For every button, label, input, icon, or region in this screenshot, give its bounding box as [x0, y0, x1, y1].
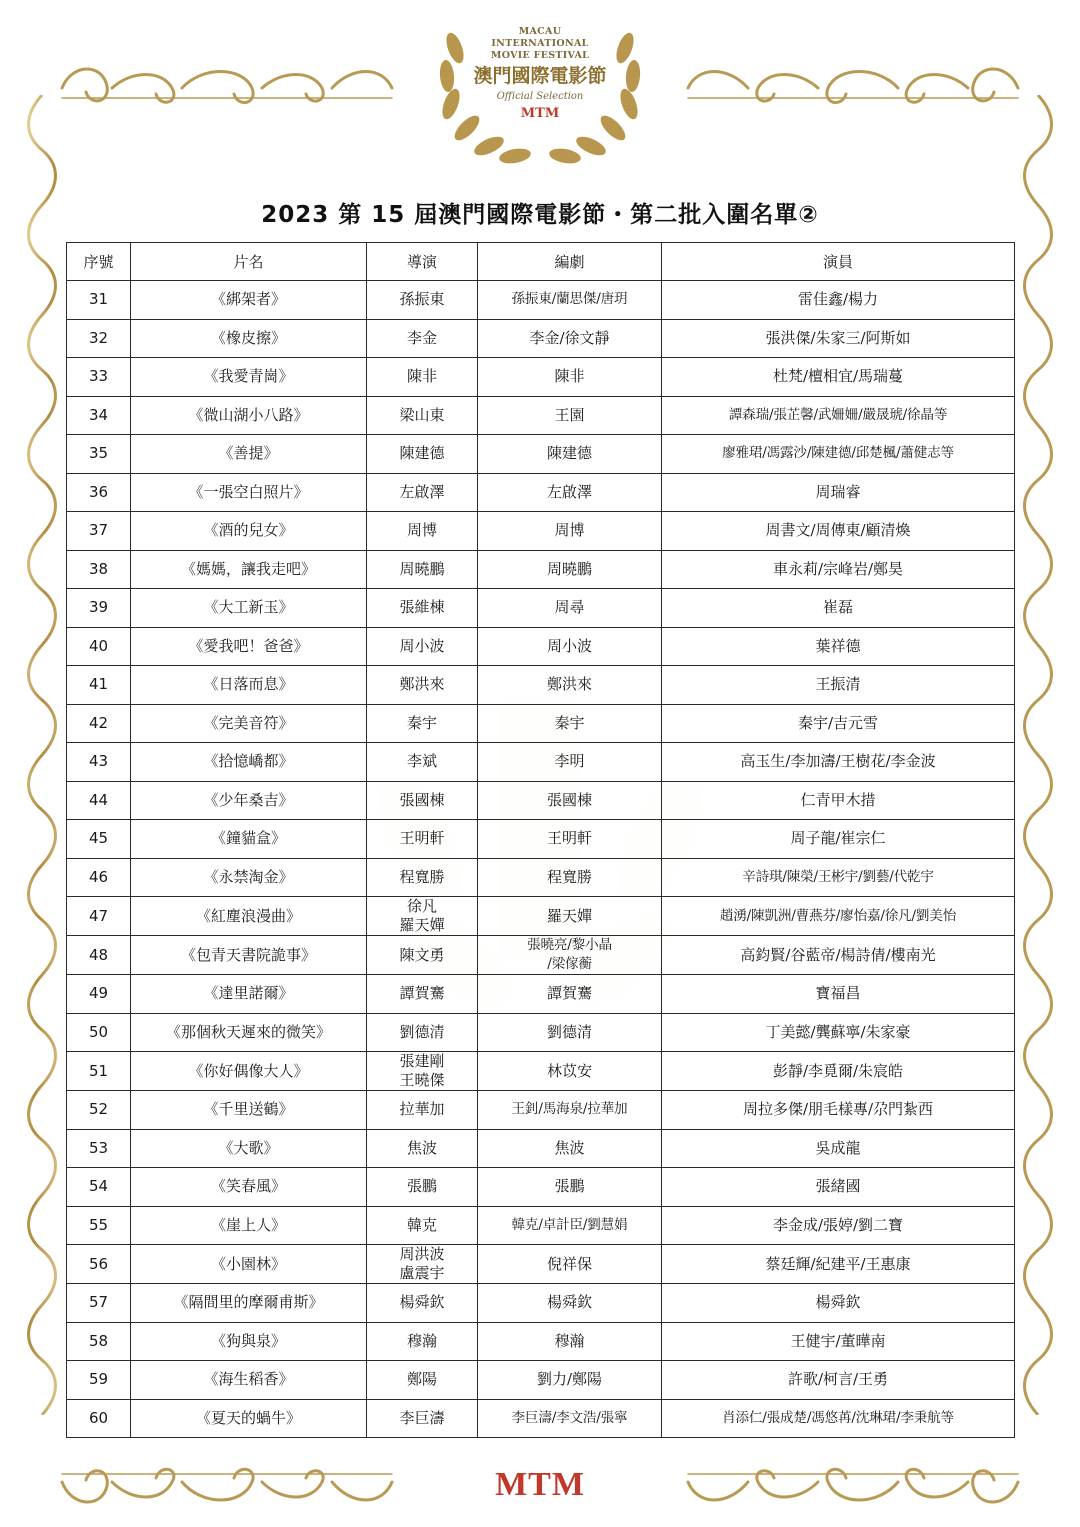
cell-cast: 葉祥德 [662, 627, 1015, 666]
table-row [67, 512, 1015, 551]
festival-name-en-1: MACAU [518, 26, 562, 37]
cell-cast: 高鈞賢/谷藍帝/楊詩倩/樓南光 [662, 936, 1015, 975]
cell-cast: 仁青甲木措 [662, 781, 1015, 820]
cell-director: 張國棟 [367, 781, 478, 820]
cell-director: 左啟澤 [367, 473, 478, 512]
cell-cast: 周子龍/崔宗仁 [662, 820, 1015, 859]
cell-title: 《崖上人》 [131, 1206, 367, 1245]
table-row [67, 1052, 1015, 1091]
cell-writer: 張鵬 [478, 1168, 662, 1207]
cell-director: 拉華加 [367, 1091, 478, 1130]
table-row [67, 550, 1015, 589]
cell-title: 《千里送鶴》 [131, 1091, 367, 1130]
table-row [67, 1168, 1015, 1207]
cell-writer: 王園 [478, 396, 662, 435]
cell-title: 《永禁淘金》 [131, 858, 367, 897]
cell-number: 47 [67, 897, 131, 936]
cell-writer: 孫振東/蘭思傑/唐玥 [478, 281, 662, 320]
cell-cast: 周瑞睿 [662, 473, 1015, 512]
cell-title: 《愛我吧！爸爸》 [131, 627, 367, 666]
cell-title: 《海生稻香》 [131, 1361, 367, 1400]
header-title: 片名 [131, 243, 367, 281]
cell-number: 54 [67, 1168, 131, 1207]
table-row [67, 666, 1015, 705]
cell-writer: 左啟澤 [478, 473, 662, 512]
cell-title: 《達里諾爾》 [131, 975, 367, 1014]
selection-table [66, 242, 1015, 1438]
cell-cast: 丁美懿/龔蘇寧/朱家豪 [662, 1013, 1015, 1052]
cell-writer: 林苡安 [478, 1052, 662, 1091]
cell-director: 王明軒 [367, 820, 478, 859]
cell-director: 陳建德 [367, 435, 478, 474]
cell-cast: 崔磊 [662, 589, 1015, 628]
table-row [67, 396, 1015, 435]
cell-director: 秦宇 [367, 704, 478, 743]
cell-cast: 雷佳鑫/楊力 [662, 281, 1015, 320]
cell-director: 李巨濤 [367, 1399, 478, 1438]
cell-title: 《少年桑吉》 [131, 781, 367, 820]
cell-director: 張建剛 王曉傑 [367, 1052, 478, 1091]
cell-number: 36 [67, 473, 131, 512]
table-row [67, 1399, 1015, 1438]
table-body [67, 281, 1015, 1438]
cell-writer: 譚賀騫 [478, 975, 662, 1014]
cell-writer: 程寬勝 [478, 858, 662, 897]
cell-number: 40 [67, 627, 131, 666]
cell-writer: 秦宇 [478, 704, 662, 743]
table-row [67, 1361, 1015, 1400]
cell-director: 周小波 [367, 627, 478, 666]
cell-director: 鄭洪來 [367, 666, 478, 705]
cell-title: 《那個秋天遲來的微笑》 [131, 1013, 367, 1052]
right-ornament-border [1018, 95, 1058, 1415]
header-cast: 演員 [662, 243, 1015, 281]
cell-writer: 倪祥保 [478, 1245, 662, 1284]
table-row [67, 281, 1015, 320]
bottom-left-scroll-ornament [52, 1458, 397, 1514]
cell-title: 《狗與泉》 [131, 1322, 367, 1361]
cell-number: 46 [67, 858, 131, 897]
cell-title: 《鐘貓盒》 [131, 820, 367, 859]
table-row [67, 1206, 1015, 1245]
cell-title: 《大工新玉》 [131, 589, 367, 628]
table-row [67, 936, 1015, 975]
cell-director: 周曉鵬 [367, 550, 478, 589]
cell-writer: 張曉亮/黎小晶 /梁傢蘅 [478, 936, 662, 975]
cell-writer: 周小波 [478, 627, 662, 666]
cell-cast: 廖雅珺/馮露沙/陳建德/邱楚楓/蕭健志等 [662, 435, 1015, 474]
table-header-row [67, 243, 1015, 281]
cell-writer: 王明軒 [478, 820, 662, 859]
cell-director: 孫振東 [367, 281, 478, 320]
cell-number: 57 [67, 1284, 131, 1323]
cell-number: 58 [67, 1322, 131, 1361]
cell-writer: 鄭洪來 [478, 666, 662, 705]
table-row [67, 1284, 1015, 1323]
cell-director: 劉德清 [367, 1013, 478, 1052]
cell-cast: 譚森瑞/張芷馨/武姍姍/嚴晟琥/徐晶等 [662, 396, 1015, 435]
official-selection-label: Official Selection [496, 91, 584, 102]
cell-number: 43 [67, 743, 131, 782]
cell-cast: 辛詩琪/陳榮/王彬宇/劉藝/代乾宇 [662, 858, 1015, 897]
bottom-right-scroll-ornament [683, 1458, 1028, 1514]
cell-title: 《綁架者》 [131, 281, 367, 320]
cell-writer: 焦波 [478, 1129, 662, 1168]
cell-cast: 周書文/周傳東/顧清煥 [662, 512, 1015, 551]
cell-number: 34 [67, 396, 131, 435]
cell-title: 《小園林》 [131, 1245, 367, 1284]
table-row [67, 743, 1015, 782]
table-row [67, 897, 1015, 936]
cell-writer: 陳非 [478, 358, 662, 397]
cell-cast: 楊舜欽 [662, 1284, 1015, 1323]
cell-title: 《紅塵浪漫曲》 [131, 897, 367, 936]
cell-title: 《拾憶嶠都》 [131, 743, 367, 782]
cell-number: 45 [67, 820, 131, 859]
cell-cast: 肖添仁/張成楚/馮悠苒/沈琳珺/李秉航等 [662, 1399, 1015, 1438]
cell-writer: 穆瀚 [478, 1322, 662, 1361]
cell-title: 《媽媽，讓我走吧》 [131, 550, 367, 589]
cell-title: 《橡皮擦》 [131, 319, 367, 358]
cell-cast: 車永莉/宗峰岩/鄭昊 [662, 550, 1015, 589]
cell-number: 49 [67, 975, 131, 1014]
cell-number: 32 [67, 319, 131, 358]
cell-director: 陳文勇 [367, 936, 478, 975]
top-right-scroll-ornament [683, 58, 1028, 114]
cell-title: 《包青天書院詭事》 [131, 936, 367, 975]
table-row [67, 589, 1015, 628]
table-row [67, 820, 1015, 859]
cell-writer: 周博 [478, 512, 662, 551]
cell-number: 60 [67, 1399, 131, 1438]
cell-number: 55 [67, 1206, 131, 1245]
cell-director: 李金 [367, 319, 478, 358]
cell-director: 陳非 [367, 358, 478, 397]
festival-name-zh: 澳門國際電影節 [473, 65, 607, 87]
cell-number: 59 [67, 1361, 131, 1400]
table-row [67, 319, 1015, 358]
cell-number: 44 [67, 781, 131, 820]
cell-title: 《你好偶像大人》 [131, 1052, 367, 1091]
table-row [67, 1013, 1015, 1052]
cell-writer: 韓克/卓計臣/劉慧娟 [478, 1206, 662, 1245]
cell-title: 《日落而息》 [131, 666, 367, 705]
cell-title: 《微山湖小八路》 [131, 396, 367, 435]
cell-writer: 楊舜欽 [478, 1284, 662, 1323]
cell-number: 31 [67, 281, 131, 320]
header-number: 序號 [67, 243, 131, 281]
cell-director: 梁山東 [367, 396, 478, 435]
cell-writer: 李明 [478, 743, 662, 782]
cell-cast: 李金成/張婷/劉二寶 [662, 1206, 1015, 1245]
cell-director: 周洪波 盧震宇 [367, 1245, 478, 1284]
table-row [67, 975, 1015, 1014]
cell-writer: 劉力/鄭陽 [478, 1361, 662, 1400]
cell-title: 《善提》 [131, 435, 367, 474]
cell-director: 周博 [367, 512, 478, 551]
top-left-scroll-ornament [52, 58, 397, 114]
cell-title: 《一張空白照片》 [131, 473, 367, 512]
cell-cast: 杜梵/檀相宜/馬瑞蔓 [662, 358, 1015, 397]
cell-cast: 秦宇/吉元雪 [662, 704, 1015, 743]
table-row [67, 781, 1015, 820]
cell-director: 徐凡 羅天嬋 [367, 897, 478, 936]
table-row [67, 704, 1015, 743]
table-row [67, 1322, 1015, 1361]
cell-title: 《隔間里的摩爾甫斯》 [131, 1284, 367, 1323]
cell-director: 李斌 [367, 743, 478, 782]
cell-number: 48 [67, 936, 131, 975]
cell-director: 焦波 [367, 1129, 478, 1168]
cell-number: 51 [67, 1052, 131, 1091]
cell-director: 張維棟 [367, 589, 478, 628]
table-row [67, 1129, 1015, 1168]
festival-name-en-2: INTERNATIONAL [491, 38, 589, 49]
cell-number: 37 [67, 512, 131, 551]
page-title: 2023 第 15 屆澳門國際電影節・第二批入圍名單② [261, 202, 819, 228]
cell-number: 35 [67, 435, 131, 474]
cell-title: 《我愛青崗》 [131, 358, 367, 397]
cell-director: 穆瀚 [367, 1322, 478, 1361]
cell-cast: 張洪傑/朱家三/阿斯如 [662, 319, 1015, 358]
cell-director: 韓克 [367, 1206, 478, 1245]
cell-number: 53 [67, 1129, 131, 1168]
cell-writer: 劉德清 [478, 1013, 662, 1052]
cell-cast: 許歌/柯言/王勇 [662, 1361, 1015, 1400]
cell-cast: 周拉多傑/朋毛樣專/尕門紮西 [662, 1091, 1015, 1130]
table-row [67, 473, 1015, 512]
cell-writer: 周曉鵬 [478, 550, 662, 589]
cell-writer: 王釗/馬海泉/拉華加 [478, 1091, 662, 1130]
cell-number: 52 [67, 1091, 131, 1130]
cell-writer: 陳建德 [478, 435, 662, 474]
cell-number: 56 [67, 1245, 131, 1284]
cell-director: 楊舜欽 [367, 1284, 478, 1323]
cell-title: 《笑春風》 [131, 1168, 367, 1207]
cell-director: 程寬勝 [367, 858, 478, 897]
cell-number: 41 [67, 666, 131, 705]
header-writer: 編劇 [478, 243, 662, 281]
festival-name-en-3: MOVIE FESTIVAL [490, 50, 590, 61]
cell-cast: 高玉生/李加濤/王樹花/李金波 [662, 743, 1015, 782]
cell-writer: 張國棟 [478, 781, 662, 820]
table-row [67, 627, 1015, 666]
table-row [67, 435, 1015, 474]
cell-writer: 李金/徐文靜 [478, 319, 662, 358]
table-row [67, 1091, 1015, 1130]
cell-cast: 蔡廷輝/紀建平/王惠康 [662, 1245, 1015, 1284]
footer-mtm-logo: MTM [495, 1466, 585, 1503]
table-row [67, 1245, 1015, 1284]
header-director: 導演 [367, 243, 478, 281]
festival-logo-text [425, 26, 655, 123]
cell-director: 鄭陽 [367, 1361, 478, 1400]
cell-director: 譚賀騫 [367, 975, 478, 1014]
cell-number: 50 [67, 1013, 131, 1052]
logo-badge-mtm: MTM [520, 106, 560, 121]
cell-title: 《大歌》 [131, 1129, 367, 1168]
table-row [67, 358, 1015, 397]
cell-cast: 彭靜/李覓爾/朱宸皓 [662, 1052, 1015, 1091]
cell-cast: 張緒國 [662, 1168, 1015, 1207]
cell-title: 《酒的兒女》 [131, 512, 367, 551]
cell-title: 《夏天的蝸牛》 [131, 1399, 367, 1438]
cell-director: 張鵬 [367, 1168, 478, 1207]
table-row [67, 858, 1015, 897]
cell-cast: 王振清 [662, 666, 1015, 705]
cell-cast: 王健宇/董曄南 [662, 1322, 1015, 1361]
cell-number: 33 [67, 358, 131, 397]
cell-writer: 李巨濤/李文浩/張寧 [478, 1399, 662, 1438]
cell-number: 42 [67, 704, 131, 743]
cell-number: 39 [67, 589, 131, 628]
cell-writer: 羅天嬋 [478, 897, 662, 936]
cell-cast: 吳成龍 [662, 1129, 1015, 1168]
cell-cast: 寶福昌 [662, 975, 1015, 1014]
cell-writer: 周尋 [478, 589, 662, 628]
cell-cast: 趙湧/陳凱洲/曹燕芬/廖怡嘉/徐凡/劉美怡 [662, 897, 1015, 936]
cell-number: 38 [67, 550, 131, 589]
cell-title: 《完美音符》 [131, 704, 367, 743]
left-ornament-border [22, 95, 62, 1415]
